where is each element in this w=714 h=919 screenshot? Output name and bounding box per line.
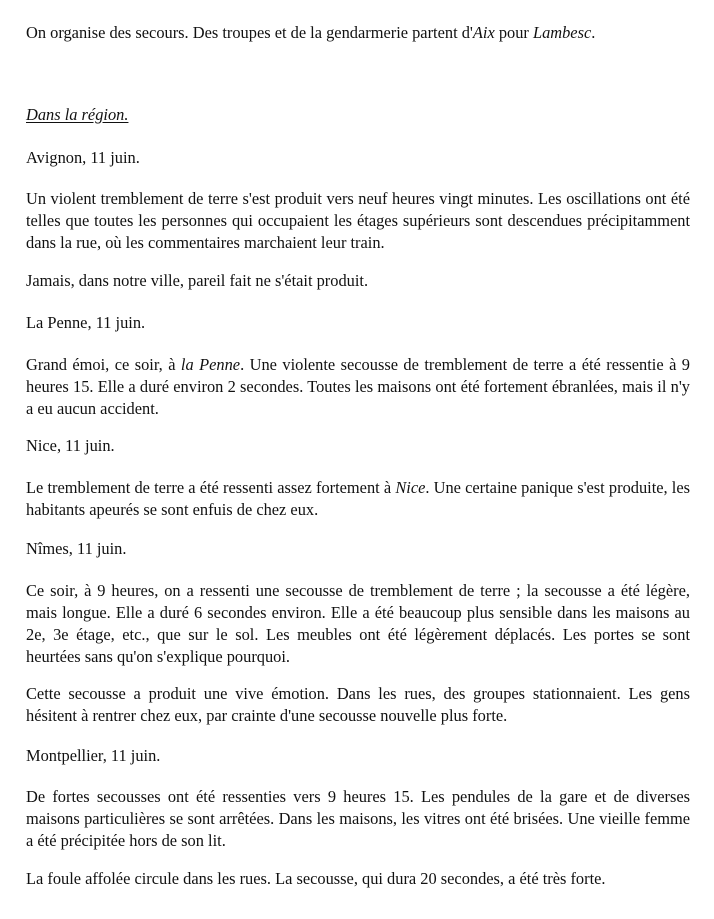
- place-lambesc: Lambesc: [532, 23, 592, 42]
- nimes-paragraph-1: Ce soir, à 9 heures, on a ressenti une secousse de tremblement de terre ; la secousse a été légère, mais longue. Elle a duré 6 secondes environ. Elle a été beaucoup plus sensible dans les maisons au 2e, 3e étage, etc., que sur le sol. Les meubles ont été légèrement déplacés. Les portes se sont heurtées sans qu'on s'explique pourquoi.: [26, 581, 690, 666]
- nice-text: Le tremblement de terre a été ressenti assez fortement à: [26, 478, 396, 497]
- montpellier-paragraph-1: De fortes secousses ont été ressenties vers 9 heures 15. Les pendules de la gare et de diverses maisons particulières se sont arrêtées. Dans les maisons, les vitres ont été brisées. Une vieille femme a été précipitée hors de son lit.: [26, 787, 690, 850]
- la-penne-text-rest: . Une violente secousse de tremblement de terre a été ressentie à 9 heures 15. Elle a duré environ 2 secondes. Toutes les maisons ont été fortement ébranlées, mais il n'y a eu aucun accident.: [26, 355, 690, 418]
- dateline-avignon: Avignon, 11 juin.: [26, 148, 140, 167]
- nice-paragraph: [26, 477, 690, 521]
- intro-text-mid: pour: [494, 23, 533, 42]
- montpellier-paragraph-2: La foule affolée circule dans les rues. La secousse, qui dura 20 secondes, a été très forte.: [26, 869, 606, 888]
- avignon-paragraph-1: Un violent tremblement de terre s'est produit vers neuf heures vingt minutes. Les oscillations ont été telles que toutes les personnes qui occupaient les étages supérieurs sont descendues précipitamment dans la rue, où les commentaires marchaient leur train.: [26, 189, 690, 252]
- avignon-paragraph-2: Jamais, dans notre ville, pareil fait ne s'était produit.: [26, 271, 369, 290]
- intro-paragraph: [26, 22, 690, 44]
- intro-text-end: .: [591, 23, 596, 42]
- place-nice: Nice: [395, 478, 426, 497]
- nimes-paragraph-2: Cette secousse a produit une vive émotion. Dans les rues, des groupes stationnaient. Les gens hésitent à rentrer chez eux, par crainte d'une secousse nouvelle plus forte.: [26, 684, 690, 725]
- place-aix: Aix: [472, 23, 495, 42]
- la-penne-paragraph: [26, 354, 690, 420]
- nice-text-rest: . Une certaine panique s'est produite, les habitants apeurés se sont enfuis de chez eux.: [26, 478, 691, 519]
- dateline-nimes: Nîmes, 11 juin.: [26, 539, 127, 558]
- section-title: Dans la région.: [26, 105, 129, 124]
- la-penne-text: Grand émoi, ce soir, à: [26, 355, 181, 374]
- dateline-nice: Nice, 11 juin.: [26, 436, 115, 455]
- dateline-montpellier: Montpellier, 11 juin.: [26, 746, 161, 765]
- intro-text: On organise des secours. Des troupes et de la gendarmerie partent d': [26, 23, 473, 42]
- place-la-penne: la Penne: [180, 355, 241, 374]
- dateline-la-penne: La Penne, 11 juin.: [26, 313, 146, 332]
